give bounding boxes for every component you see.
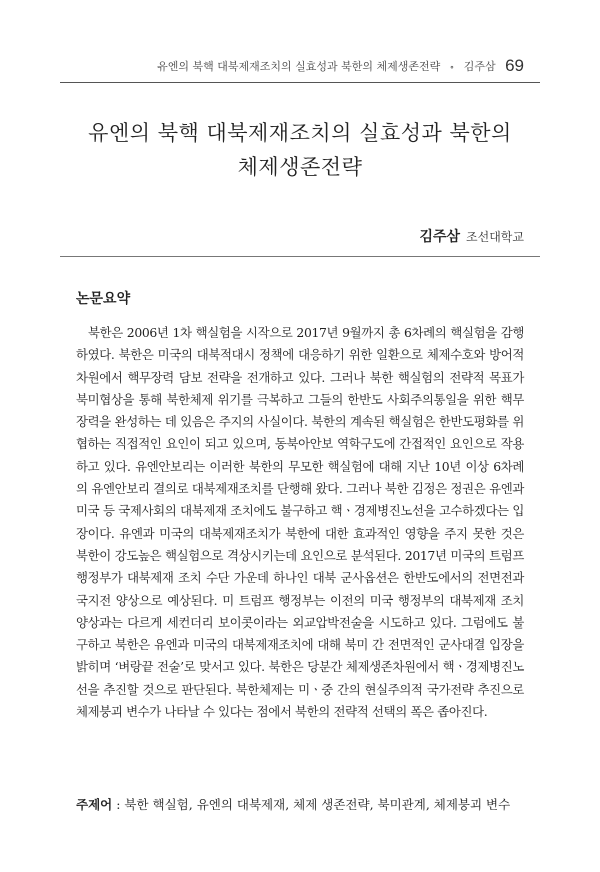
abstract-heading: 논문요약 — [76, 291, 131, 307]
keywords-text: 북한 핵실험, 유엔의 대북제재, 체제 생존전략, 북미관계, 체제붕괴 변수 — [124, 797, 511, 812]
paper-title-line-2: 체제생존전략 — [237, 155, 363, 179]
page-number: 69 — [505, 56, 524, 75]
header-rule — [60, 82, 540, 83]
running-head-author: 김주삼 — [463, 60, 496, 73]
author-rule — [60, 256, 540, 257]
author-name: 김주삼 — [419, 229, 461, 245]
abstract-body: 북한은 2006년 1차 핵실험을 시작으로 2017년 9월까지 총 6차례의 핵실험을 감행하였다. 북한은 미국의 대북적대시 정책에 대응하기 위한 일환으로 체제수호와 방어적 차원에서 핵무장력 담보 전략을 전개하고 있다. 그러나 북한 핵실험의 전략적 목표가 북미협상을 통해 북한체제 위기를 극복하고 그들의 한반도 사회주의통일을 위한 핵무장력을 완성하는 데 있음은 주지의 사실이다. 북한의 계속된 핵실험은 한반도평화를 위협하는 직접적인 요인이 되고 있으며, 동북아안보 역학구도에 간접적인 요인으로 작용하고 있다. 유엔안보리는 이러한 북한의 무모한 핵실험에 대해 지난 10년 이상 6차례의 유엔안보리 결의로 대북제재조치를 단행해 왔다. 그러나 북한 김정은 정권은 유엔과 미국 등 국제사회의 대북제재 조치에도 불구하고 핵ㆍ경제병진노선을 고수하겠다는 입장이다. 유엔과 미국의 대북제재조치가 북한에 대한 효과적인 영향을 주지 못한 것은 북한이 강도높은 핵실험으로 격상시키는데 요인으로 분석된다. 2017년 미국의 트럼프 행정부가 대북제재 조치 수단 가운데 하나인 대북 군사옵션은 한반도에서의 전면전과 국지전 양상으로 예상된다. 미 트럼프 행정부는 이전의 미국 행정부의 대북제재 조치 양상과는 다르게 세컨더리 보이콧이라는 외교압박전술을 시도하고 있다. 그럼에도 불구하고 북한은 유엔과 미국의 대북제재조치에 대해 북미 간 전면적인 군사대결 입장을 밝히며 ‘벼랑끝 전술’로 맞서고 있다. 북한은 당분간 체제생존차원에서 핵ㆍ경제병진노선을 추진할 것으로 판단된다. 북한체제는 미ㆍ중 간의 현실주의적 국가전략 추진으로 체제붕괴 변수가 나타날 수 있다는 점에서 북한의 전략적 선택의 폭은 좁아진다. — [76, 325, 524, 720]
running-head-title: 유엔의 북핵 대북제재조치의 실효성과 북한의 체제생존전략 — [157, 60, 441, 73]
running-head — [60, 56, 524, 76]
keywords — [76, 795, 536, 813]
keywords-label: 주제어 — [76, 797, 113, 812]
paper-title-line-1: 유엔의 북핵 대북제재조치의 실효성과 북한의 — [88, 121, 512, 145]
author-affiliation: 조선대학교 — [466, 230, 524, 244]
running-head-separator: ∘ — [449, 63, 455, 73]
keywords-separator: : — [112, 797, 125, 812]
paper-title — [60, 116, 540, 184]
author-block — [419, 226, 524, 246]
